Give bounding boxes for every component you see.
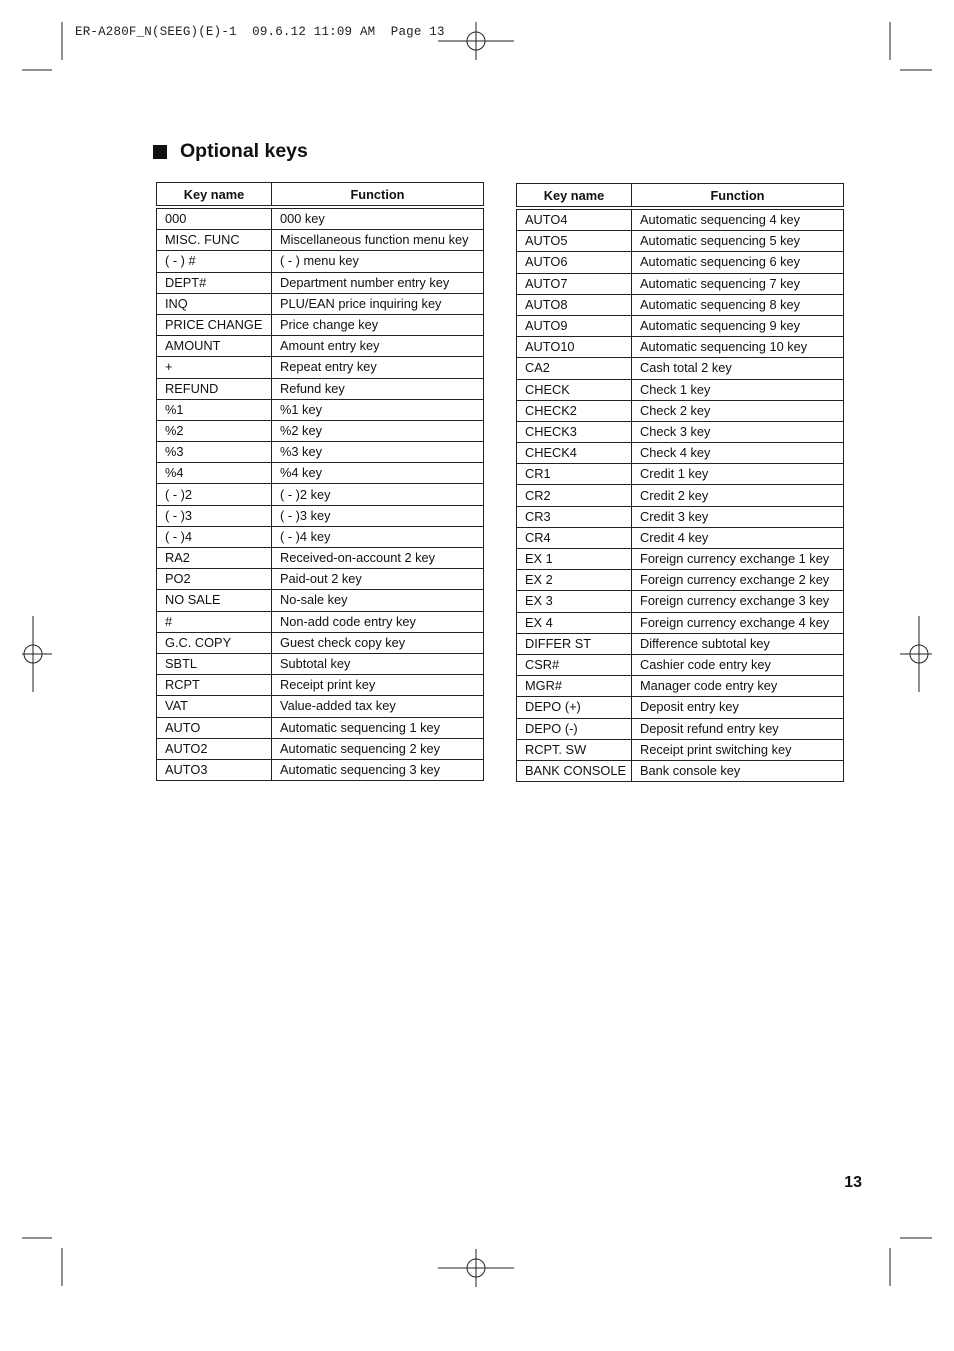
table-row — [157, 526, 484, 547]
function-cell: %2 key — [272, 420, 484, 441]
table-row — [157, 484, 484, 505]
key-name-cell: # — [157, 611, 272, 632]
function-cell: %4 key — [272, 463, 484, 484]
table-row — [157, 759, 484, 780]
function-cell: Paid-out 2 key — [272, 569, 484, 590]
key-name-cell: AUTO9 — [517, 315, 632, 336]
table-row — [517, 208, 844, 231]
function-cell: Check 4 key — [632, 443, 844, 464]
table-row — [517, 315, 844, 336]
table-row — [517, 443, 844, 464]
table-row — [517, 697, 844, 718]
table-row — [517, 400, 844, 421]
function-cell: Difference subtotal key — [632, 633, 844, 654]
table-row — [517, 294, 844, 315]
key-name-cell: ( - )2 — [157, 484, 272, 505]
key-name-cell: AUTO7 — [517, 273, 632, 294]
function-cell: Manager code entry key — [632, 676, 844, 697]
key-name-cell: + — [157, 357, 272, 378]
function-cell: Receipt print key — [272, 675, 484, 696]
function-cell: Refund key — [272, 378, 484, 399]
table-row — [517, 654, 844, 675]
key-name-cell: CR3 — [517, 506, 632, 527]
function-cell: Received-on-account 2 key — [272, 548, 484, 569]
function-cell: Automatic sequencing 1 key — [272, 717, 484, 738]
key-name-cell: AUTO6 — [517, 252, 632, 273]
key-name-cell: RCPT. SW — [517, 739, 632, 760]
table-row — [157, 378, 484, 399]
table-row — [157, 569, 484, 590]
key-name-cell: PRICE CHANGE — [157, 314, 272, 335]
table-row — [517, 273, 844, 294]
key-name-cell: AUTO2 — [157, 738, 272, 759]
table-row — [157, 738, 484, 759]
table-row — [157, 293, 484, 314]
table-header-row — [517, 184, 844, 209]
function-cell: Automatic sequencing 4 key — [632, 208, 844, 231]
table-row — [517, 358, 844, 379]
section-title: Optional keys — [180, 140, 308, 162]
table-row — [157, 251, 484, 272]
key-name-cell: INQ — [157, 293, 272, 314]
page-number: 13 — [844, 1174, 862, 1191]
function-cell: Receipt print switching key — [632, 739, 844, 760]
table-row — [517, 612, 844, 633]
key-name-cell: AUTO5 — [517, 231, 632, 252]
print-header-info: ER-A280F_N(SEEG)(E)-1 09.6.12 11:09 AM Page 13 — [75, 25, 445, 39]
table-row — [157, 272, 484, 293]
table-row — [157, 611, 484, 632]
function-cell: %1 key — [272, 399, 484, 420]
function-cell: PLU/EAN price inquiring key — [272, 293, 484, 314]
table-row — [517, 485, 844, 506]
table-row — [157, 357, 484, 378]
table-row — [157, 463, 484, 484]
table-row — [517, 379, 844, 400]
function-cell: Check 1 key — [632, 379, 844, 400]
table-row — [157, 590, 484, 611]
function-cell: Check 3 key — [632, 421, 844, 442]
key-name-cell: ( - )3 — [157, 505, 272, 526]
key-name-cell: DEPT# — [157, 272, 272, 293]
table-row — [157, 230, 484, 251]
function-cell: Automatic sequencing 10 key — [632, 337, 844, 358]
function-cell: %3 key — [272, 442, 484, 463]
key-name-cell: CA2 — [517, 358, 632, 379]
function-cell: Guest check copy key — [272, 632, 484, 653]
function-cell: Automatic sequencing 2 key — [272, 738, 484, 759]
key-name-cell: CHECK4 — [517, 443, 632, 464]
function-cell: Credit 4 key — [632, 527, 844, 548]
key-name-cell: PO2 — [157, 569, 272, 590]
key-name-cell: SBTL — [157, 653, 272, 674]
key-name-cell: AMOUNT — [157, 336, 272, 357]
table-row — [517, 549, 844, 570]
key-name-cell: %1 — [157, 399, 272, 420]
function-cell: Department number entry key — [272, 272, 484, 293]
table-row — [157, 505, 484, 526]
key-name-cell: CHECK — [517, 379, 632, 400]
column-header-function: Function — [272, 183, 484, 208]
key-name-cell: MISC. FUNC — [157, 230, 272, 251]
key-name-cell: NO SALE — [157, 590, 272, 611]
key-name-cell: EX 2 — [517, 570, 632, 591]
table-row — [517, 337, 844, 358]
key-name-cell: DIFFER ST — [517, 633, 632, 654]
function-cell: Cash total 2 key — [632, 358, 844, 379]
table-row — [157, 548, 484, 569]
table-row — [517, 591, 844, 612]
function-cell: ( - )3 key — [272, 505, 484, 526]
table-row — [517, 527, 844, 548]
function-cell: Foreign currency exchange 4 key — [632, 612, 844, 633]
table-header-row — [157, 183, 484, 208]
column-header-key-name: Key name — [157, 183, 272, 208]
key-name-cell: 000 — [157, 207, 272, 230]
function-cell: Price change key — [272, 314, 484, 335]
function-cell: Deposit refund entry key — [632, 718, 844, 739]
function-cell: Miscellaneous function menu key — [272, 230, 484, 251]
key-name-cell: CHECK2 — [517, 400, 632, 421]
key-name-cell: AUTO3 — [157, 759, 272, 780]
key-name-cell: DEPO (+) — [517, 697, 632, 718]
table-row — [517, 464, 844, 485]
function-cell: Foreign currency exchange 3 key — [632, 591, 844, 612]
function-cell: Non-add code entry key — [272, 611, 484, 632]
table-row — [517, 506, 844, 527]
key-name-cell: REFUND — [157, 378, 272, 399]
key-name-cell: DEPO (-) — [517, 718, 632, 739]
function-cell: Bank console key — [632, 760, 844, 781]
key-name-cell: %2 — [157, 420, 272, 441]
table-row — [517, 718, 844, 739]
key-name-cell: CSR# — [517, 654, 632, 675]
table-row — [157, 653, 484, 674]
table-row — [157, 632, 484, 653]
optional-keys-table-left — [156, 182, 484, 781]
key-name-cell: EX 1 — [517, 549, 632, 570]
table-row — [517, 633, 844, 654]
function-cell: Repeat entry key — [272, 357, 484, 378]
table-row — [517, 231, 844, 252]
table-row — [517, 676, 844, 697]
function-cell: Automatic sequencing 9 key — [632, 315, 844, 336]
table-row — [157, 399, 484, 420]
function-cell: Subtotal key — [272, 653, 484, 674]
function-cell: Credit 3 key — [632, 506, 844, 527]
key-name-cell: RCPT — [157, 675, 272, 696]
function-cell: Credit 2 key — [632, 485, 844, 506]
function-cell: Foreign currency exchange 2 key — [632, 570, 844, 591]
key-name-cell: EX 4 — [517, 612, 632, 633]
column-header-key-name: Key name — [517, 184, 632, 209]
table-row — [517, 570, 844, 591]
table-row — [517, 252, 844, 273]
function-cell: ( - ) menu key — [272, 251, 484, 272]
key-name-cell: AUTO10 — [517, 337, 632, 358]
function-cell: 000 key — [272, 207, 484, 230]
table-row — [157, 717, 484, 738]
function-cell: Value-added tax key — [272, 696, 484, 717]
function-cell: Credit 1 key — [632, 464, 844, 485]
function-cell: ( - )2 key — [272, 484, 484, 505]
key-name-cell: AUTO8 — [517, 294, 632, 315]
table-row — [157, 336, 484, 357]
function-cell: Deposit entry key — [632, 697, 844, 718]
table-row — [517, 421, 844, 442]
table-row — [157, 420, 484, 441]
key-name-cell: CHECK3 — [517, 421, 632, 442]
key-name-cell: CR1 — [517, 464, 632, 485]
function-cell: Check 2 key — [632, 400, 844, 421]
function-cell: Automatic sequencing 5 key — [632, 231, 844, 252]
function-cell: Automatic sequencing 3 key — [272, 759, 484, 780]
key-name-cell: CR4 — [517, 527, 632, 548]
key-name-cell: %4 — [157, 463, 272, 484]
key-name-cell: MGR# — [517, 676, 632, 697]
section-heading — [153, 140, 308, 163]
key-name-cell: AUTO4 — [517, 208, 632, 231]
key-name-cell: ( - ) # — [157, 251, 272, 272]
function-cell: No-sale key — [272, 590, 484, 611]
key-name-cell: EX 3 — [517, 591, 632, 612]
key-name-cell: CR2 — [517, 485, 632, 506]
function-cell: Amount entry key — [272, 336, 484, 357]
table-row — [517, 739, 844, 760]
column-header-function: Function — [632, 184, 844, 209]
table-row — [157, 442, 484, 463]
table-row — [157, 314, 484, 335]
function-cell: Foreign currency exchange 1 key — [632, 549, 844, 570]
table-row — [157, 696, 484, 717]
function-cell: ( - )4 key — [272, 526, 484, 547]
table-row — [517, 760, 844, 781]
key-name-cell: %3 — [157, 442, 272, 463]
key-name-cell: RA2 — [157, 548, 272, 569]
key-name-cell: VAT — [157, 696, 272, 717]
table-row — [157, 675, 484, 696]
square-bullet-icon — [153, 145, 167, 159]
optional-keys-table-right — [516, 183, 844, 782]
key-name-cell: G.C. COPY — [157, 632, 272, 653]
key-name-cell: ( - )4 — [157, 526, 272, 547]
key-name-cell: AUTO — [157, 717, 272, 738]
key-name-cell: BANK CONSOLE — [517, 760, 632, 781]
function-cell: Automatic sequencing 8 key — [632, 294, 844, 315]
table-row — [157, 207, 484, 230]
function-cell: Automatic sequencing 7 key — [632, 273, 844, 294]
function-cell: Automatic sequencing 6 key — [632, 252, 844, 273]
function-cell: Cashier code entry key — [632, 654, 844, 675]
